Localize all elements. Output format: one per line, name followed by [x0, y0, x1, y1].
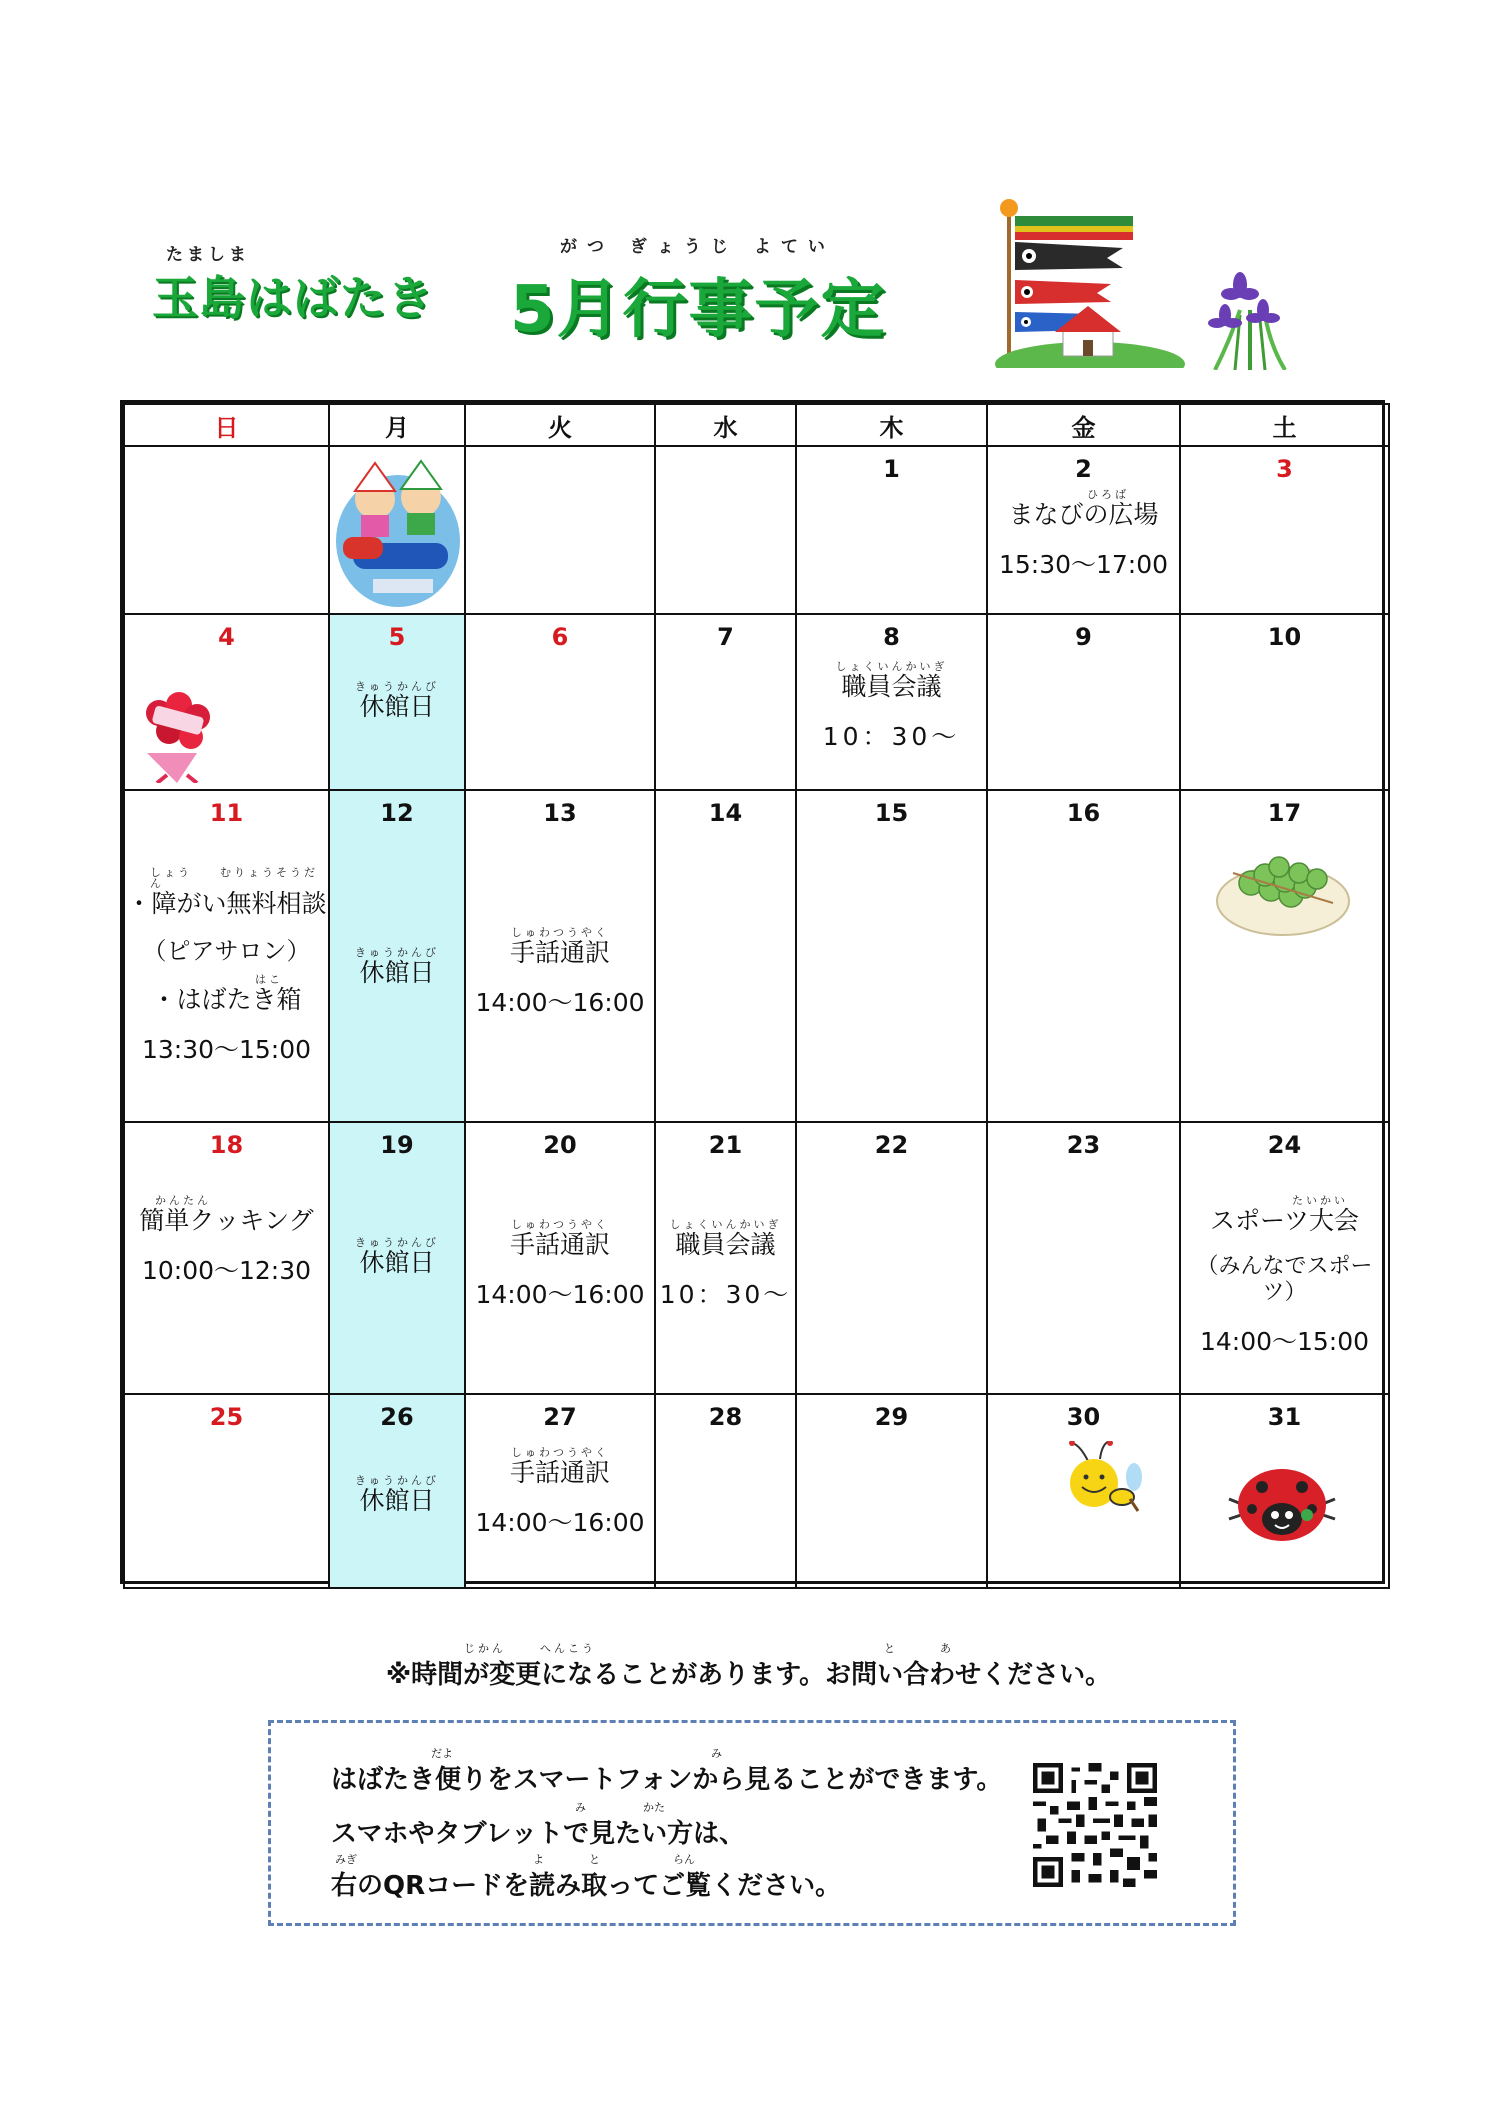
day-number: 6 — [551, 623, 569, 651]
org-name: 玉島はばたき — [152, 271, 434, 325]
day-cell — [124, 790, 329, 1122]
weekday-thursday: 木 — [796, 404, 987, 446]
event-ruby: しょくいんかいぎ — [835, 660, 948, 673]
day-cell — [1180, 1122, 1389, 1394]
day-number: 11 — [209, 799, 244, 827]
notice-ruby: と — [884, 1642, 898, 1655]
week-row — [124, 446, 1389, 614]
day-number: 21 — [708, 1131, 743, 1159]
day-cell — [124, 446, 329, 614]
day-number: 13 — [543, 799, 577, 827]
event-title: 職員会議 — [675, 1230, 776, 1259]
day-cell — [655, 446, 796, 614]
event-ruby: きゅうかんび — [355, 1474, 439, 1487]
schedule-change-notice: ※時間が変更になることがあります。お問い合わせください。 — [385, 1660, 1112, 1690]
children-day-illustration — [333, 451, 463, 611]
qr-ruby: よ — [533, 1853, 544, 1866]
day-number: 29 — [874, 1403, 909, 1431]
day-number: 24 — [1267, 1131, 1302, 1159]
day-cell — [796, 446, 987, 614]
event-title: 簡単クッキング — [139, 1206, 314, 1235]
event-time: 14:00～15:00 — [1199, 1326, 1370, 1356]
event-title: 職員会議 — [841, 672, 942, 701]
day-cell — [655, 614, 796, 790]
event-ruby: きゅうかんび — [355, 1236, 439, 1249]
mothers-day-bouquet-illustration — [137, 683, 223, 783]
qr-code[interactable] — [1033, 1763, 1157, 1887]
day-cell — [329, 1122, 465, 1394]
day-number: 3 — [1276, 455, 1293, 483]
event-title: 手話通訳 — [509, 1458, 610, 1487]
notice-ruby: へんこう — [540, 1642, 596, 1655]
day-cell — [1180, 1394, 1389, 1588]
event-title: スポーツ大会 — [1209, 1206, 1359, 1235]
day-number: 5 — [388, 623, 406, 651]
event-ruby: たいかい — [1292, 1194, 1348, 1207]
day-cell — [124, 614, 329, 790]
day-cell — [796, 790, 987, 1122]
event-title: ・障がい無料相談 — [126, 889, 327, 918]
qr-ruby: かた — [643, 1801, 665, 1814]
event-time: 14:00～16:00 — [475, 988, 645, 1017]
day-number: 2 — [1075, 455, 1092, 483]
event-title: 休館日 — [359, 958, 435, 987]
bee-illustration — [1060, 1441, 1150, 1531]
event-ruby: はこ — [255, 972, 283, 986]
day-cell — [796, 1122, 987, 1394]
calendar — [120, 400, 1385, 1584]
event-ruby: しょう むりょうそうだん — [150, 866, 318, 890]
day-number: 1 — [883, 455, 900, 483]
notice-ruby: あ — [940, 1642, 954, 1655]
day-cell — [465, 790, 655, 1122]
day-cell — [465, 1394, 655, 1588]
iris-flower-illustration — [1205, 270, 1295, 370]
day-number: 10 — [1267, 623, 1302, 651]
day-cell — [1180, 790, 1389, 1122]
event-title: ・はばたき箱 — [151, 984, 302, 1014]
weekday-monday: 月 — [329, 404, 465, 446]
event-ruby: しゅわつうやく — [511, 1218, 609, 1231]
page-title: 5月行事予定 — [510, 273, 887, 347]
day-number: 14 — [708, 799, 743, 827]
qr-info-line-1: はばたき便りをスマートフォンから見ることができます。 — [331, 1765, 1003, 1795]
day-number: 9 — [1075, 623, 1092, 651]
event-ruby: しゅわつうやく — [511, 1446, 609, 1459]
day-number: 23 — [1066, 1131, 1101, 1159]
day-cell — [987, 790, 1180, 1122]
event-time: 10:00～12:30 — [141, 1256, 312, 1285]
event-title: 休館日 — [359, 1248, 435, 1277]
weekday-tuesday: 火 — [465, 404, 655, 446]
qr-info-box — [268, 1720, 1236, 1926]
day-cell — [1180, 446, 1389, 614]
day-number: 8 — [883, 623, 900, 651]
day-number: 15 — [874, 799, 909, 827]
day-cell — [124, 1122, 329, 1394]
week-row — [124, 614, 1389, 790]
qr-ruby: と — [589, 1853, 600, 1866]
event-ruby: しゅわつうやく — [511, 926, 609, 939]
event-title: 手話通訳 — [509, 938, 610, 967]
day-cell — [329, 1394, 465, 1588]
day-cell — [124, 1394, 329, 1588]
day-cell — [465, 614, 655, 790]
org-name-ruby: たましま — [166, 245, 250, 265]
day-cell — [796, 614, 987, 790]
day-number: 22 — [874, 1131, 909, 1159]
day-number: 20 — [543, 1131, 577, 1159]
event-ruby: きゅうかんび — [355, 946, 439, 959]
event-time: 13:30～15:00 — [141, 1034, 312, 1064]
qr-ruby: みぎ — [335, 1853, 357, 1866]
day-cell — [987, 446, 1180, 614]
day-cell — [329, 614, 465, 790]
event-title: 休館日 — [359, 692, 435, 721]
event-time: 14:00～16:00 — [475, 1508, 645, 1537]
day-cell — [465, 1122, 655, 1394]
day-cell — [987, 1122, 1180, 1394]
qr-info-line-2: スマホやタブレットで見たい方は、 — [331, 1819, 746, 1849]
qr-ruby: だよ — [431, 1747, 453, 1760]
weekday-wednesday: 水 — [655, 404, 796, 446]
day-cell — [655, 1394, 796, 1588]
day-number: 16 — [1066, 799, 1101, 827]
day-cell — [655, 790, 796, 1122]
day-number: 26 — [380, 1403, 414, 1431]
day-cell — [329, 446, 465, 614]
weekday-header-row — [124, 404, 1389, 446]
day-number: 28 — [708, 1403, 743, 1431]
event-time: 14:00～16:00 — [475, 1280, 645, 1309]
day-number: 17 — [1267, 799, 1302, 827]
event-ruby: かんたん — [155, 1194, 211, 1207]
day-number: 25 — [209, 1403, 244, 1431]
event-ruby: ひろば — [1087, 488, 1129, 501]
event-time: 10：30～ — [822, 722, 961, 751]
qr-ruby: み — [575, 1801, 586, 1814]
kusamochi-dango-illustration — [1213, 839, 1353, 939]
qr-ruby: らん — [673, 1853, 695, 1866]
day-number: 12 — [380, 799, 414, 827]
day-cell — [1180, 614, 1389, 790]
qr-ruby: み — [711, 1747, 722, 1760]
day-number: 18 — [209, 1131, 244, 1159]
event-title: 休館日 — [359, 1486, 435, 1515]
day-cell — [465, 446, 655, 614]
day-cell — [655, 1122, 796, 1394]
day-number: 4 — [218, 623, 235, 651]
event-time: 10：30～ — [659, 1280, 792, 1309]
event-ruby: しょくいんかいぎ — [669, 1218, 782, 1231]
event-time: 15:30～17:00 — [998, 550, 1169, 579]
weekday-friday: 金 — [987, 404, 1180, 446]
qr-info-line-3: 右のQRコードを読み取ってご覧ください。 — [331, 1871, 842, 1901]
title-ruby: がつ ぎょうじ よてい — [560, 237, 835, 257]
day-cell — [329, 790, 465, 1122]
ladybug-illustration — [1227, 1453, 1337, 1543]
day-cell — [987, 1394, 1180, 1588]
week-row — [124, 1394, 1389, 1588]
day-number: 31 — [1267, 1403, 1302, 1431]
weekday-sunday: 日 — [124, 404, 329, 446]
week-row — [124, 790, 1389, 1122]
event-title: まなびの広場 — [1008, 500, 1159, 529]
event-note: （みんなでスポーツ） — [1196, 1254, 1373, 1306]
day-cell — [796, 1394, 987, 1588]
koinobori-illustration — [995, 196, 1185, 368]
day-number: 19 — [380, 1131, 414, 1159]
notice-ruby: じかん — [464, 1642, 506, 1655]
event-ruby: きゅうかんび — [355, 680, 439, 693]
weekday-saturday: 土 — [1180, 404, 1389, 446]
day-number: 7 — [717, 623, 734, 651]
event-title: 手話通訳 — [509, 1230, 610, 1259]
event-note: （ピアサロン） — [142, 937, 311, 965]
day-cell — [987, 614, 1180, 790]
week-row — [124, 1122, 1389, 1394]
day-number: 27 — [543, 1403, 577, 1431]
day-number: 30 — [1066, 1403, 1101, 1431]
